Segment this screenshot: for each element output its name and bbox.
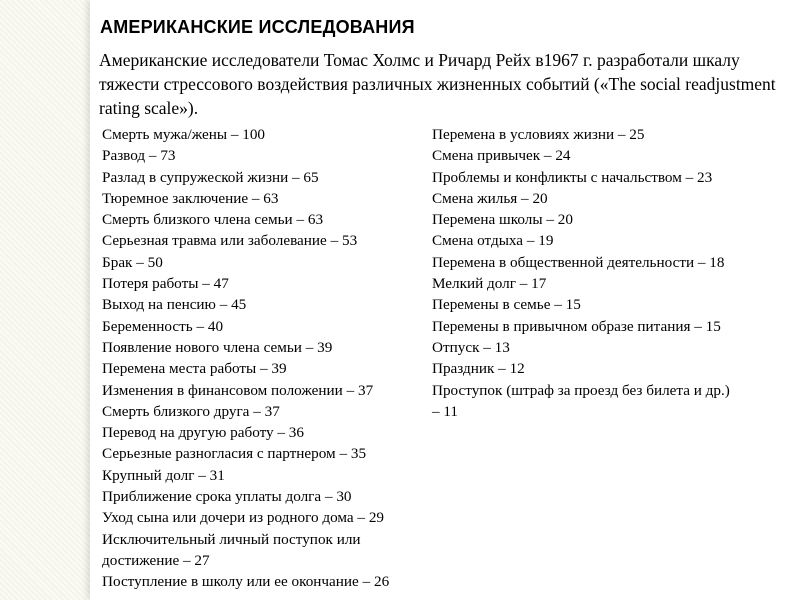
list-item: Развод – 73 <box>102 147 176 165</box>
list-item: Поступление в школу или ее окончание – 26 <box>102 573 390 591</box>
list-item: Изменения в финансовом положении – 37 <box>102 381 374 399</box>
list-item: Выход на пенсию – 45 <box>102 296 247 314</box>
list-item: Перемена в условиях жизни – 25 <box>432 126 645 143</box>
list-item: Разлад в супружеской жизни – 65 <box>102 168 319 186</box>
list-item: Смерть близкого друга – 37 <box>102 402 280 420</box>
list-item: Отпуск – 13 <box>432 338 510 356</box>
intro-paragraph: Американские исследователи Томас Холмс и Ричард Рейх в1967 г. разработали шкалу тяжести стрессового воздействия различных жизненных событий («The social readjustment rating scale»). <box>99 50 776 118</box>
slide-title: АМЕРИКАНСКИЕ ИССЛЕДОВАНИЯ <box>100 17 415 37</box>
list-item: Смерть мужа/жены – 100 <box>102 126 266 143</box>
list-item: Уход сына или дочери из родного дома – 29 <box>102 509 385 527</box>
list-item: Смена отдыха – 19 <box>432 232 554 250</box>
list-item: Появление нового члена семьи – 39 <box>102 338 333 356</box>
list-item: Смерть близкого члена семьи – 63 <box>102 211 324 229</box>
list-item: Брак – 50 <box>102 253 163 271</box>
list-item: Перемена в общественной деятельности – 18 <box>432 253 725 271</box>
list-item: Исключительный личный поступок или <box>102 530 361 548</box>
list-item: Мелкий долг – 17 <box>432 275 547 293</box>
list-item: Приближение срока уплаты долга – 30 <box>102 488 352 506</box>
list-item: Праздник – 12 <box>432 360 525 378</box>
left-column-list <box>102 124 432 593</box>
list-item: Потеря работы – 47 <box>102 275 229 293</box>
list-item: Крупный долг – 31 <box>102 466 225 484</box>
list-item: Перемены в привычном образе питания – 15 <box>432 317 721 335</box>
list-item: Проблемы и конфликты с начальством – 23 <box>432 168 713 186</box>
list-item: Проступок (штраф за проезд без билета и др.) <box>432 381 730 399</box>
slide <box>90 0 800 600</box>
list-item: Перемена школы – 20 <box>432 211 573 229</box>
list-item: Беременность – 40 <box>102 317 224 335</box>
list-item: Серьезная травма или заболевание – 53 <box>102 232 358 250</box>
right-column-list <box>432 124 794 422</box>
list-item: Серьезные разногласия с партнером – 35 <box>102 445 367 463</box>
list-item: достижение – 27 <box>102 551 210 569</box>
list-item: – 11 <box>432 402 459 420</box>
list-item: Перемена места работы – 39 <box>102 360 287 378</box>
list-item: Перемены в семье – 15 <box>432 296 581 314</box>
list-item: Перевод на другую работу – 36 <box>102 424 304 442</box>
background-margin <box>0 0 90 600</box>
list-item: Смена жилья – 20 <box>432 189 548 207</box>
list-item: Тюремное заключение – 63 <box>102 189 279 207</box>
list-item: Смена привычек – 24 <box>432 147 571 165</box>
